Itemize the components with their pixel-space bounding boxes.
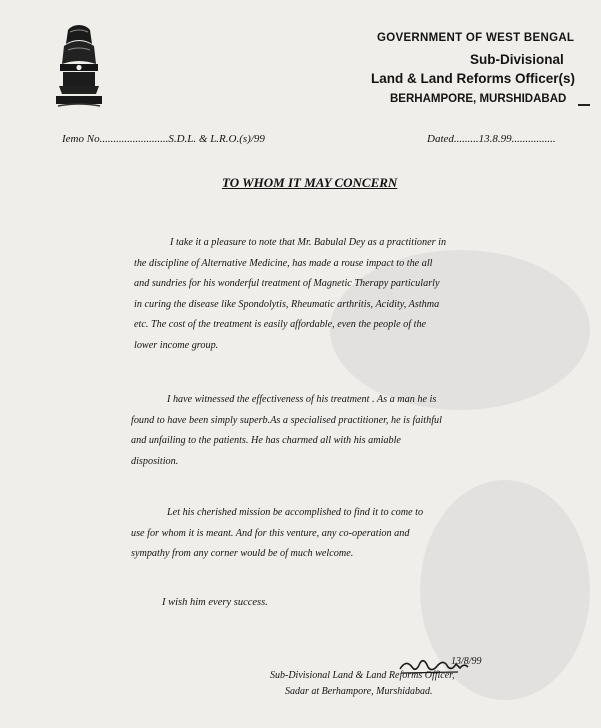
signatory-office: Sadar at Berhampore, Murshidabad.: [285, 686, 433, 697]
text-line: etc. The cost of the treatment is easily affordable, even the people of the: [134, 319, 427, 330]
text-line: use for whom it is meant. And for this venture, any co-operation and: [131, 527, 410, 539]
memo-number: Iemo No.........................S.D.L. & L.R.O.(s)/99: [62, 133, 265, 145]
text-line: lower income group.: [134, 339, 219, 351]
ashoka-emblem-icon: [50, 24, 108, 108]
letterhead-dash: [578, 104, 590, 106]
letterhead-government: GOVERNMENT OF WEST BENGAL: [377, 32, 575, 44]
text-line: the discipline of Alternative Medicine, has made a rouse impact to the all: [134, 257, 433, 269]
text-line: and unfailing to the patients. He has charmed all with his amiable: [131, 435, 401, 446]
text-line: I take it a pleasure to note that Mr. Babulal Dey as a practitioner in: [170, 237, 447, 248]
paragraph-2: [131, 390, 504, 472]
letter-title: TO WHOM IT MAY CONCERN: [222, 175, 398, 190]
paragraph-1: [134, 233, 502, 356]
letterhead-sub-divisional: Sub-Divisional: [470, 52, 564, 67]
text-line: sympathy from any corner would be of much welcome.: [131, 548, 354, 559]
text-line: in curing the disease like Spondolytis, Rheumatic arthritis, Acidity, Asthma: [134, 298, 440, 310]
signature-date: 13/8/99: [451, 656, 482, 667]
text-line: and sundries for his wonderful treatment of Magnetic Therapy particularly: [134, 278, 440, 289]
letterhead-location: BERHAMPORE, MURSHIDABAD: [390, 93, 567, 105]
letterhead-office: Land & Land Reforms Officer(s): [371, 71, 576, 86]
text-line: found to have been simply superb.As a specialised practitioner, he is faithful: [131, 414, 442, 426]
text-line: Let his cherished mission be accomplished to find it to come to: [167, 507, 424, 518]
signatory-title: Sub-Divisional Land & Land Reforms Officer,: [270, 670, 455, 681]
text-line: disposition.: [131, 455, 179, 467]
memo-date: Dated.........13.8.99................: [427, 133, 556, 145]
text-line: I have witnessed the effectiveness of his treatment . As a man he is: [167, 394, 437, 405]
closing-line: I wish him every success.: [162, 597, 268, 608]
paragraph-3: [131, 503, 501, 565]
